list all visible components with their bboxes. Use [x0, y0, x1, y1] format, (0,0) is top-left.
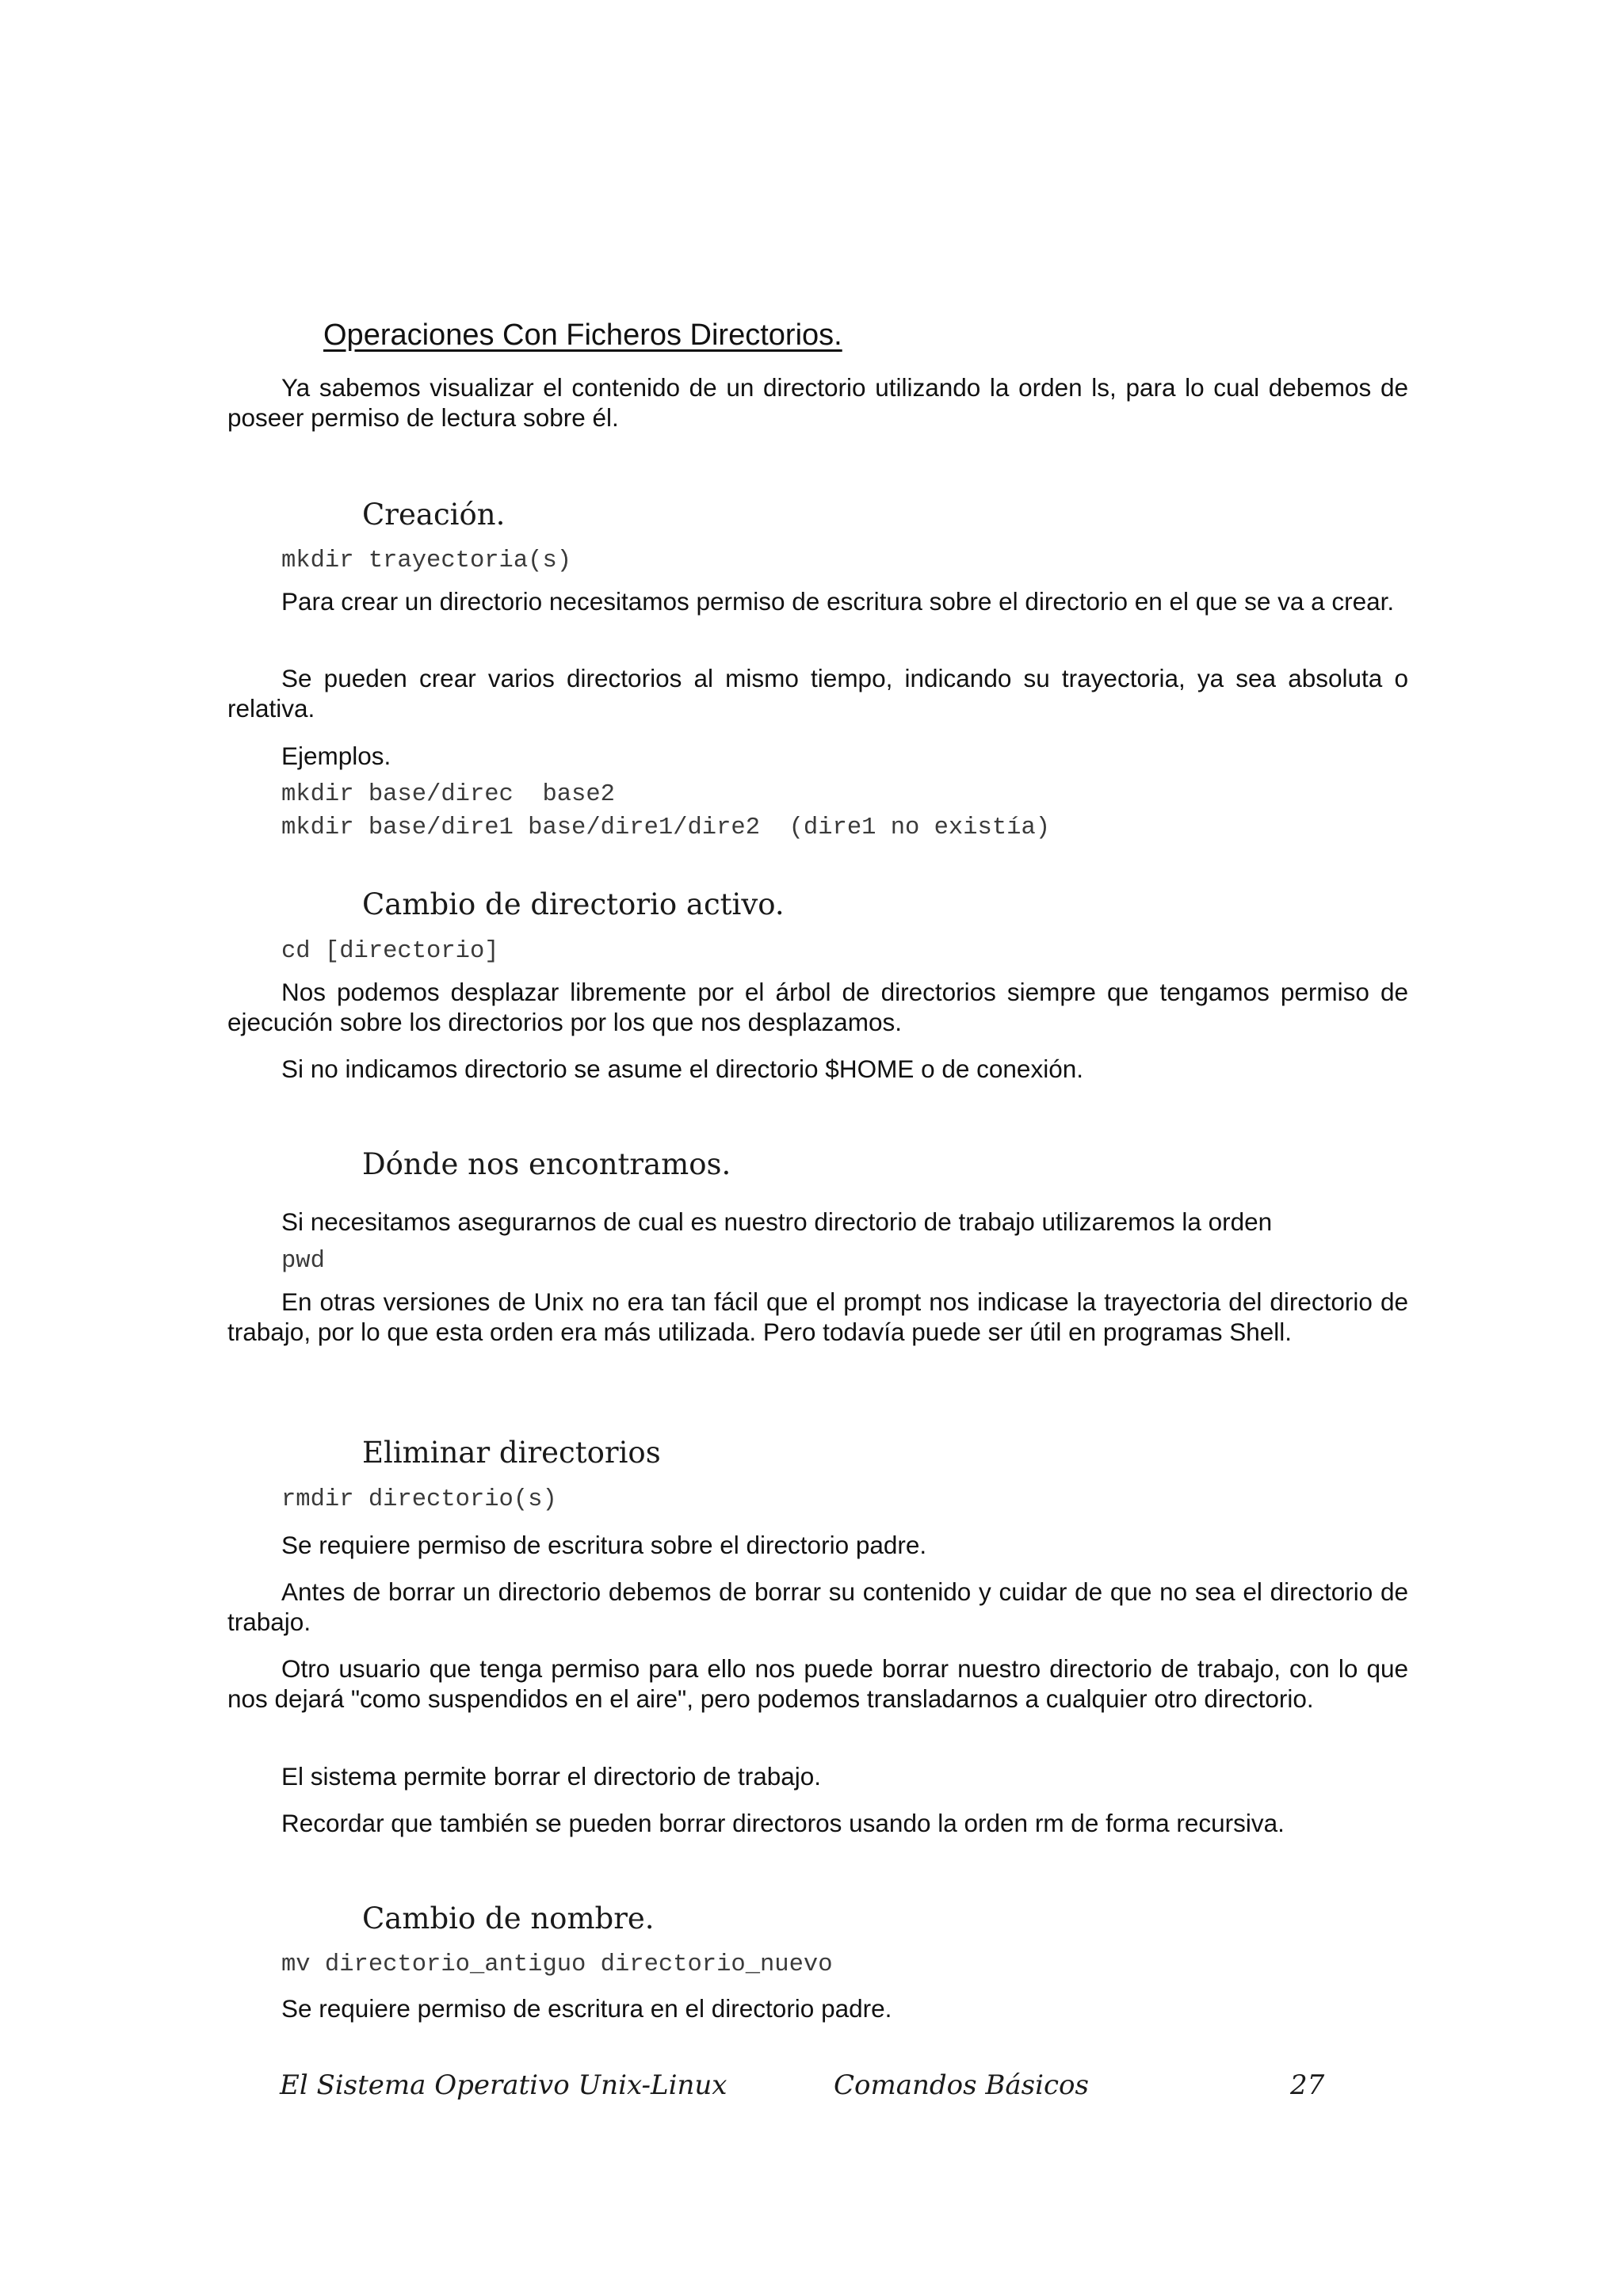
paragraph: Se pueden crear varios directorios al mismo tiempo, indicando su trayectoria, ya sea absoluta o relativa. [227, 664, 1408, 723]
section-heading-eliminar: Eliminar directorios [362, 1436, 661, 1470]
paragraph: El sistema permite borrar el directorio de trabajo. [281, 1762, 822, 1791]
paragraph: Nos podemos desplazar libremente por el árbol de directorios siempre que tengamos permiso de ejecución sobre los directorios por los que nos desplazamos. [227, 978, 1408, 1036]
code-mkdir: mkdir trayectoria(s) [281, 547, 572, 574]
paragraph: Se requiere permiso de escritura sobre el directorio padre. [281, 1531, 927, 1559]
page-title: Operaciones Con Ficheros Directorios. [323, 318, 842, 352]
code-mv: mv directorio_antiguo directorio_nuevo [281, 1951, 833, 1978]
paragraph: Se requiere permiso de escritura en el directorio padre. [281, 1994, 892, 2023]
code-example: mkdir base/dire1 base/dire1/dire2 (dire1 no existía) [281, 814, 1051, 841]
paragraph: Recordar que también se pueden borrar directoros usando la orden rm de forma recursiva. [281, 1809, 1285, 1837]
paragraph: Antes de borrar un directorio debemos de borrar su contenido y cuidar de que no sea el directorio de trabajo. [227, 1577, 1408, 1636]
code-rmdir: rmdir directorio(s) [281, 1486, 557, 1513]
section-heading-cambio-directorio: Cambio de directorio activo. [362, 887, 785, 921]
code-cd: cd [directorio] [281, 938, 499, 965]
paragraph: Si no indicamos directorio se asume el directorio $HOME o de conexión. [281, 1055, 1083, 1083]
code-pwd: pwd [281, 1248, 325, 1275]
footer-book-title: El Sistema Operativo Unix-Linux [280, 2069, 727, 2101]
section-heading-cambio-nombre: Cambio de nombre. [362, 1901, 655, 1936]
intro-paragraph: Ya sabemos visualizar el contenido de un directorio utilizando la orden ls, para lo cual debemos de poseer permiso de lectura sobre él. [227, 373, 1408, 432]
paragraph: Para crear un directorio necesitamos permiso de escritura sobre el directorio en el que se va a crear. [281, 587, 1395, 616]
paragraph: En otras versiones de Unix no era tan fácil que el prompt nos indicase la trayectoria del directorio de trabajo, por lo que esta orden era más utilizada. Pero todavía puede ser útil en programas Shell. [227, 1287, 1408, 1346]
footer-chapter: Comandos Básicos [834, 2069, 1089, 2101]
paragraph: Otro usuario que tenga permiso para ello nos puede borrar nuestro directorio de trabajo, con lo que nos dejará "como suspendidos en el aire", pero podemos transladarnos a cualquier otro directorio. [227, 1654, 1408, 1713]
examples-label: Ejemplos. [281, 742, 391, 770]
code-example: mkdir base/direc base2 [281, 781, 615, 808]
footer-page-number: 27 [1290, 2069, 1325, 2101]
section-heading-creacion: Creación. [362, 498, 506, 532]
paragraph: Si necesitamos asegurarnos de cual es nuestro directorio de trabajo utilizaremos la orden [281, 1207, 1273, 1236]
section-heading-donde: Dónde nos encontramos. [362, 1147, 731, 1181]
